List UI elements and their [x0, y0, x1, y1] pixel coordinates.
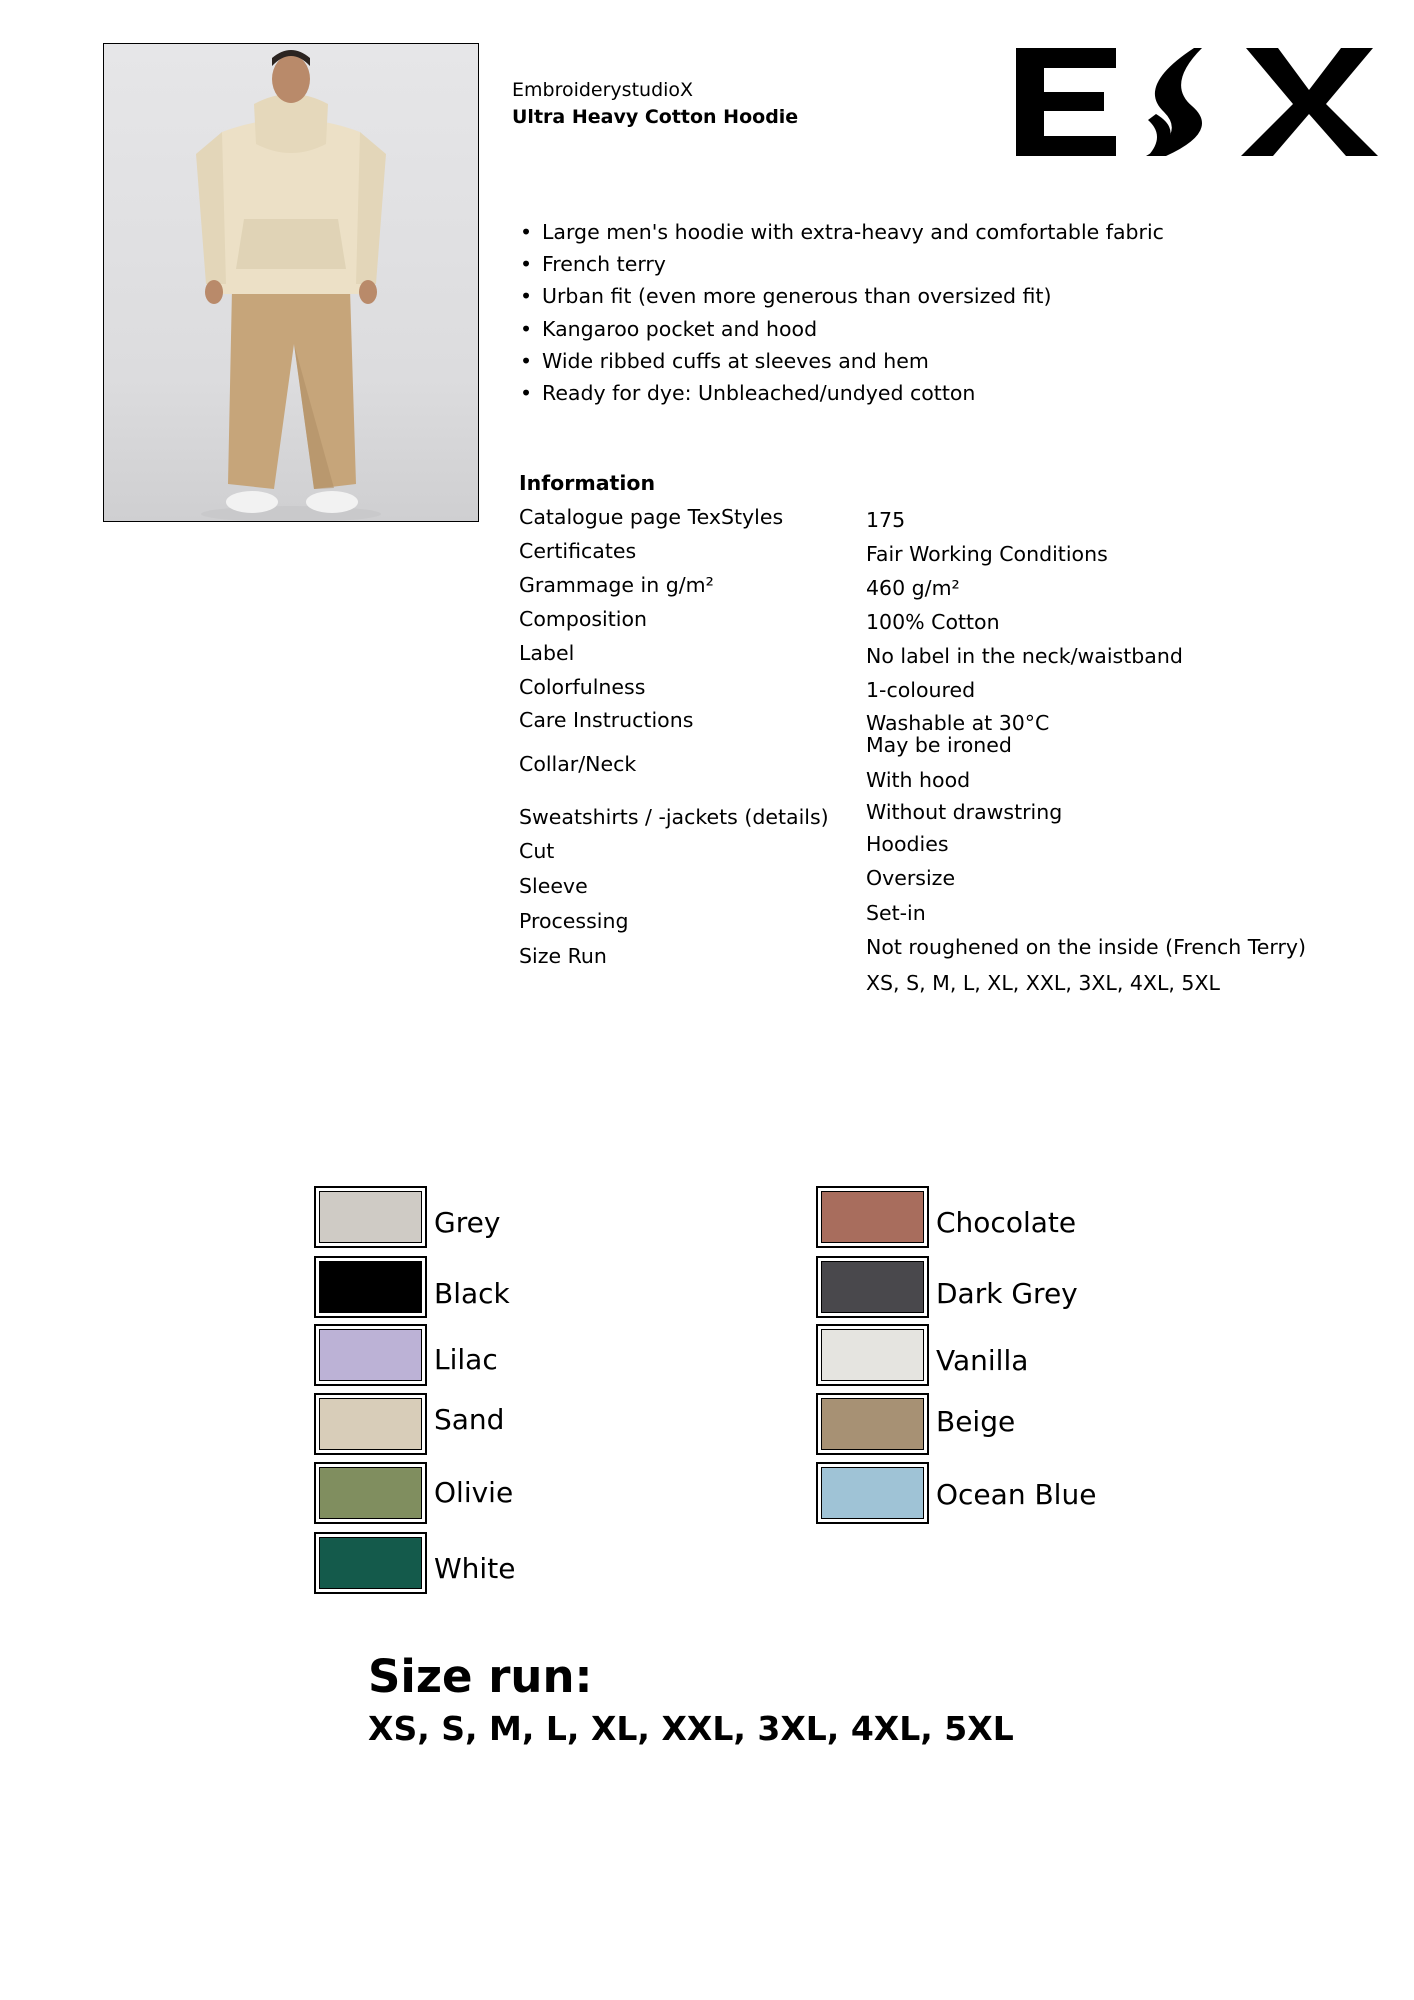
- info-value: Oversize: [866, 866, 956, 890]
- color-swatch: [816, 1256, 929, 1318]
- info-label: Colorfulness: [519, 675, 646, 699]
- list-item: • Ready for dye: Unbleached/undyed cotton: [520, 377, 1164, 409]
- list-item: • Large men's hoodie with extra-heavy and comfortable fabric: [520, 216, 1164, 248]
- color-swatch: [816, 1324, 929, 1386]
- info-value: XS, S, M, L, XL, XXL, 3XL, 4XL, 5XL: [866, 971, 1220, 995]
- color-label: Chocolate: [936, 1206, 1077, 1239]
- product-photo: [103, 43, 479, 522]
- info-value: With hood: [866, 768, 971, 792]
- color-label: Grey: [434, 1206, 501, 1239]
- info-label: Label: [519, 641, 575, 665]
- size-run-values: XS, S, M, L, XL, XXL, 3XL, 4XL, 5XL: [368, 1709, 1014, 1748]
- info-label: Sleeve: [519, 874, 588, 898]
- info-label: Size Run: [519, 944, 607, 968]
- list-item: • French terry: [520, 248, 1164, 280]
- color-label: Lilac: [434, 1343, 498, 1376]
- color-label: Dark Grey: [936, 1277, 1078, 1310]
- color-swatch: [314, 1186, 427, 1248]
- info-value: 100% Cotton: [866, 610, 1000, 634]
- color-label: Beige: [936, 1405, 1016, 1438]
- color-label: Vanilla: [936, 1344, 1029, 1377]
- color-swatch: [314, 1393, 427, 1455]
- color-label: Ocean Blue: [936, 1478, 1097, 1511]
- color-swatch: [816, 1186, 929, 1248]
- info-label: Sweatshirts / -jackets (details): [519, 805, 829, 829]
- info-value: No label in the neck/waistband: [866, 644, 1183, 668]
- info-value: Set-in: [866, 901, 926, 925]
- color-swatch: [314, 1532, 427, 1594]
- info-label: Processing: [519, 909, 629, 933]
- color-label: Sand: [434, 1403, 505, 1436]
- info-value: Without drawstring: [866, 800, 1063, 824]
- info-value: May be ironed: [866, 733, 1012, 757]
- info-label: Cut: [519, 839, 555, 863]
- color-swatch: [314, 1256, 427, 1318]
- information-heading: Information: [519, 471, 656, 495]
- color-swatch: [816, 1393, 929, 1455]
- info-label: Care Instructions: [519, 708, 694, 732]
- info-value: Not roughened on the inside (French Terry): [866, 935, 1307, 959]
- size-run-heading: Size run:: [368, 1650, 593, 1703]
- brand-name: EmbroiderystudioX: [512, 79, 694, 101]
- info-label: Grammage in g/m²: [519, 573, 714, 597]
- brand-logo: [1016, 46, 1382, 158]
- info-value: Fair Working Conditions: [866, 542, 1108, 566]
- color-swatch: [816, 1462, 929, 1524]
- color-swatch: [314, 1462, 427, 1524]
- info-label: Certificates: [519, 539, 637, 563]
- info-value: Hoodies: [866, 832, 949, 856]
- info-value: 460 g/m²: [866, 576, 960, 600]
- color-label: Black: [434, 1277, 510, 1310]
- color-label: Olivie: [434, 1476, 514, 1509]
- info-label: Composition: [519, 607, 648, 631]
- color-swatch: [314, 1324, 427, 1386]
- info-value: Washable at 30°C: [866, 711, 1050, 735]
- feature-list: [520, 216, 1164, 409]
- info-label: Collar/Neck: [519, 752, 637, 776]
- list-item: • Kangaroo pocket and hood: [520, 313, 1164, 345]
- product-title: Ultra Heavy Cotton Hoodie: [512, 106, 799, 128]
- info-value: 1-coloured: [866, 678, 976, 702]
- list-item: • Wide ribbed cuffs at sleeves and hem: [520, 345, 1164, 377]
- info-value: 175: [866, 508, 906, 532]
- info-label: Catalogue page TexStyles: [519, 505, 784, 529]
- color-label: White: [434, 1552, 516, 1585]
- model-in-hoodie-photo: [104, 44, 478, 521]
- list-item: • Urban fit (even more generous than oversized fit): [520, 280, 1164, 312]
